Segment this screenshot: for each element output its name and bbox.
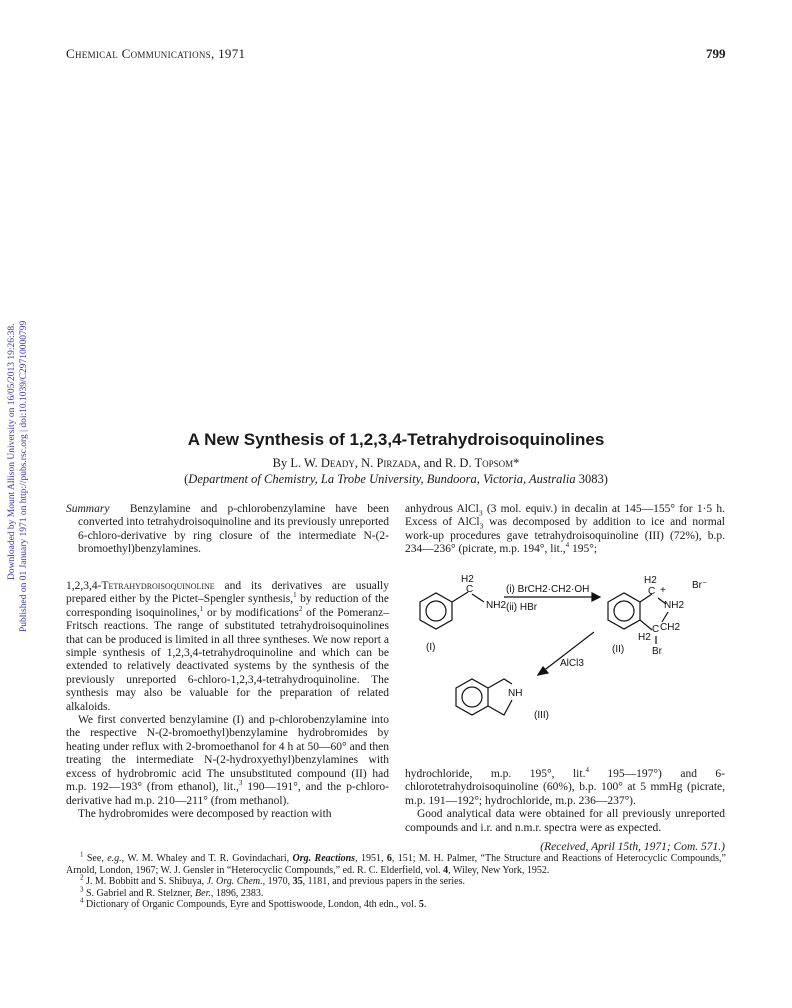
ref-3[interactable]: 3 bbox=[238, 779, 243, 788]
download-stamp-line1: Downloaded by Mount Allison University on 16/05/2013 19:26:38. bbox=[7, 323, 17, 580]
cmpd1-nh2: NH2 bbox=[486, 600, 507, 611]
reagent-hbr: (ii) HBr bbox=[506, 602, 538, 613]
author-line: By L. W. Deady, N. Pirzada, and R. D. Topsom* bbox=[272, 456, 520, 470]
cmpd2-br: Br bbox=[652, 646, 662, 657]
cmpd2-h2-bottom: H2 bbox=[638, 632, 651, 643]
summary-text: Benzylamine and p-chlorobenzylamine have been converted into tetrahydroisoquinoline and its previously unreported 6-chloro-derivative by ring closure of the intermediate N-(2-bromoethyl)benzylamines. bbox=[78, 503, 390, 556]
footnote-2: $^2$ J. M. Bobbitt and S. Shibuya, J. Org. Chem., 1970, 35, 1181, and previous papers in the series. bbox=[80, 873, 465, 888]
affiliation: (Department of Chemistry, La Trobe University, Bundoora, Victoria, Australia 3083) bbox=[184, 472, 608, 486]
paragraph-analysis: Good analytical data were obtained for all previously unreported compounds and i.r. and n.m.r. spectra were as expected. bbox=[405, 808, 725, 834]
right-column-bottom bbox=[405, 768, 725, 854]
reagent-alcl3: AlCl3 bbox=[560, 658, 584, 669]
running-head: Chemical Communications, 1971 bbox=[66, 46, 246, 61]
summary-label: Summary bbox=[66, 503, 110, 515]
ref-4[interactable]: 4 bbox=[565, 541, 570, 550]
reaction-scheme-svg bbox=[408, 572, 728, 762]
cmpd2-plus: + bbox=[660, 585, 666, 596]
authors-prefix: By bbox=[272, 456, 291, 470]
cmpd2-c-bottom: C bbox=[652, 624, 660, 635]
author-pirzada: N. Pirzada bbox=[361, 456, 418, 470]
ref-1b[interactable]: 1 bbox=[199, 604, 204, 613]
authors-and: , and bbox=[417, 456, 445, 470]
affiliation-postcode: 3083) bbox=[575, 472, 608, 486]
cmpd1-h2: H2 bbox=[461, 574, 474, 585]
paragraph-decomposition: The hydrobromides were decomposed by reaction with bbox=[78, 807, 332, 820]
download-stamp-line2[interactable]: Published on 01 January 1971 on http://pubs.rsc.org | doi:10.1039/C29710000799 bbox=[19, 320, 29, 632]
tetrahydroisoquinoline-rings bbox=[456, 679, 512, 715]
cmpd2-label: (II) bbox=[612, 644, 625, 655]
page-number: 799 bbox=[706, 46, 726, 61]
reaction-scheme bbox=[408, 572, 728, 762]
ref-2[interactable]: 2 bbox=[298, 604, 303, 613]
summary bbox=[66, 503, 389, 557]
right-column-top bbox=[405, 503, 725, 557]
footnote-3: $^3$ S. Gabriel and R. Stelzner, Ber., 1896, 2383. bbox=[80, 885, 264, 899]
article-title: A New Synthesis of 1,2,3,4-Tetrahydroisoquinolines bbox=[187, 430, 605, 449]
cmpd2-c-top: C bbox=[648, 586, 656, 597]
footnotes bbox=[66, 850, 726, 911]
benzene-ring-1 bbox=[420, 592, 484, 629]
cmpd2-nh2: NH2 bbox=[664, 600, 685, 611]
paragraph-yields: hydrochloride, m.p. 195°, lit.$^4$ 195—197°) and 6-chlorotetrahydroisoquinoline (60%), b.p. 100° at 5 mmHg (picrate, m.p. 191—192°; hydrochloride, m.p. 236—237°). bbox=[405, 766, 725, 807]
footnote-1: $^1$ See, e.g., W. M. Whaley and T. R. Govindachari, Org. Reactions, 1951, 6, 151; M. H. Palmer, “The Structure and Reactions of Heterocyclic Compounds,” Arnold, London, 1967; W. J. Gensler in “Heterocyclic Compounds,” ed. R. C. Elderfield, vol. 4, Wiley, New York, 1952. bbox=[66, 850, 726, 876]
cmpd1-c: C bbox=[466, 584, 474, 595]
cmpd1-label: (I) bbox=[426, 642, 436, 653]
paragraph-method: We first converted benzylamine (I) and p-chlorobenzylamine into the respective N-(2-bromoethyl)benzylamine hydrobromides by heating under reflux with 2-bromoethanol for 4 h at 50—60° and then treating the intermediate N-(2-hydroxyethyl)benzylamines with excess of hydrobromic acid The unsubstituted compound (II) had m.p. 192—193° (from ethanol), lit.,$^3$ 190—191°, and the p-chloro-derivative had m.p. 210—211° (from methanol). bbox=[66, 714, 389, 807]
cmpd3-label: (III) bbox=[534, 710, 549, 721]
affiliation-department: Department of Chemistry, La Trobe University, Bundoora, Victoria, Australia bbox=[188, 472, 576, 486]
ref-1[interactable]: 1 bbox=[293, 591, 297, 600]
cmpd3-nh: NH bbox=[508, 688, 523, 699]
footnote-4: $^4$ Dictionary of Organic Compounds, Eyre and Spottiswoode, London, 4th edn., vol. 5. bbox=[80, 897, 427, 911]
received-date: (Received, April 15th, 1971; Com. 571.) bbox=[540, 841, 725, 854]
author-deady: L. W. Deady bbox=[290, 456, 355, 470]
left-column-body bbox=[66, 580, 389, 821]
paragraph-alcl3: anhydrous AlCl$_3$ (3 mol. equiv.) in decalin at 145—155° for 1·5 h. Excess of AlCl$_3$ was decomposed by addition to ice and normal work-up procedures gave tetrahydroisoquinoline (III) (72%), b.p. 234—236° (picrate, m.p. 194°, lit.,$^4$ 195°; bbox=[405, 503, 726, 556]
reagent-bromoethanol: (i) BrCH2·CH2·OH bbox=[506, 584, 590, 595]
cmpd2-ch2: CH2 bbox=[660, 622, 681, 633]
author-topsom: R. D. Topsom* bbox=[444, 456, 520, 470]
paragraph-intro: 1,2,3,4-Tetrahydroisoquinoline and its derivatives are usually prepared either by the Pictet–Spengler synthesis,$^1$ by reduction of the corresponding isoquinolines,$^1$ or by modifications$^2$ of the Pomeranz–Fritsch reactions. The range of substituted tetrahydroisoquinolines that can be produced is limited in all three syntheses. We now report a simple synthesis of 1,2,3,4-tetrahydroquinoline and which can be extended to relatively deactivated systems by the synthesis of the previously unreported 6-chloro-1,2,3,4-tetrahydroquinoline. The synthesis may also be valuable for the preparation of related alkaloids. bbox=[66, 580, 389, 713]
ref-4b[interactable]: 4 bbox=[585, 766, 589, 775]
cmpd2-br-minus: Br⁻ bbox=[692, 580, 708, 591]
cmpd2-h2-top: H2 bbox=[644, 575, 657, 586]
